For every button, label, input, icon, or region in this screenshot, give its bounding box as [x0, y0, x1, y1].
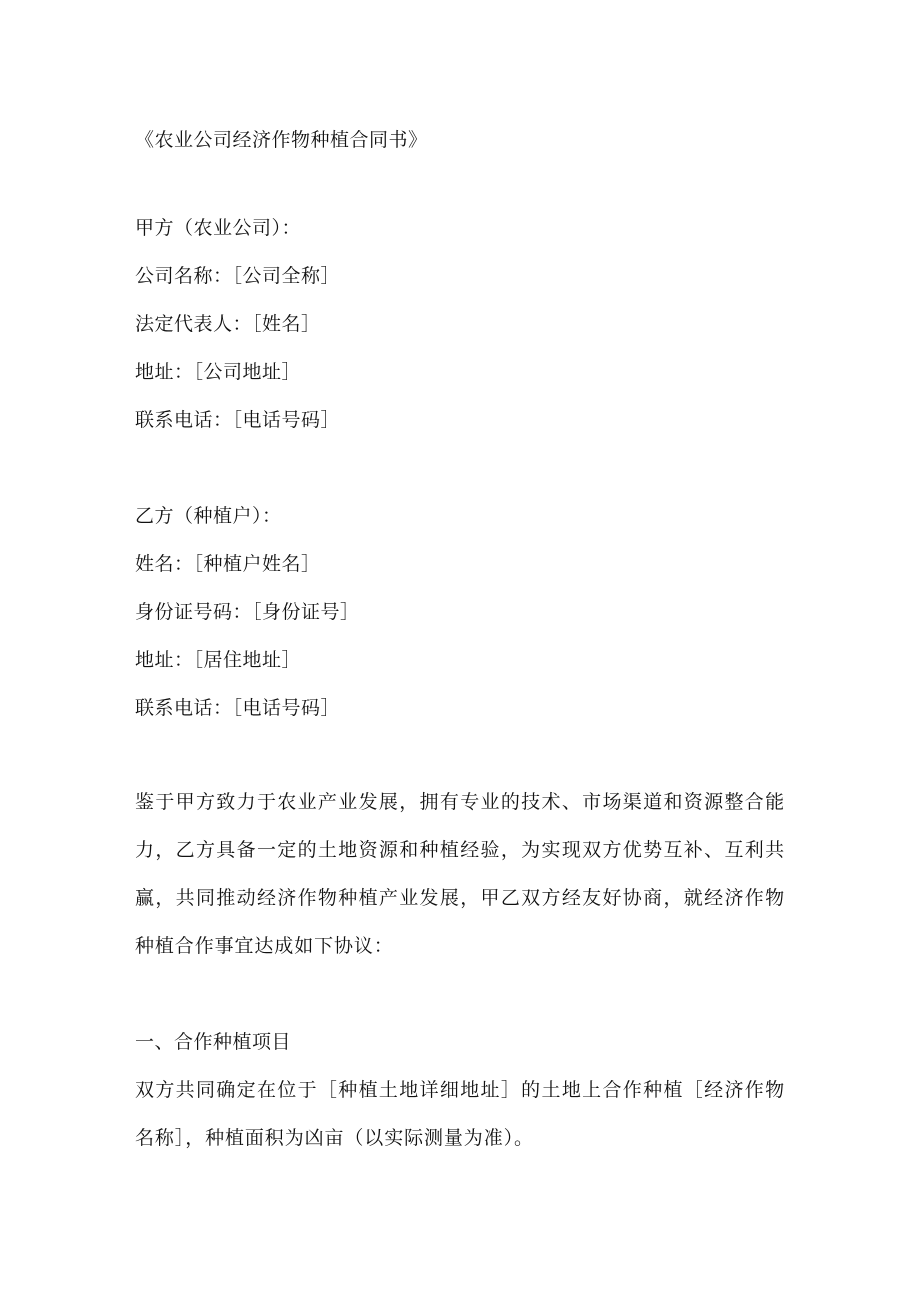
party-a-address: 地址：［公司地址］	[135, 361, 302, 383]
party-b-id-number: 身份证号码：［身份证号］	[135, 601, 360, 623]
party-b-address: 地址：［居住地址］	[135, 649, 302, 671]
party-a-company-name: 公司名称：［公司全称］	[135, 265, 341, 287]
section-1-body: 双方共同确定在位于［种植土地详细地址］的土地上合作种植［经济作物名称］，种植面积为凶亩（以实际测量为准）。	[135, 1079, 785, 1149]
party-b-phone: 联系电话：［电话号码］	[135, 697, 341, 719]
document-title: 《农业公司经济作物种植合同书》	[135, 129, 428, 151]
preamble-paragraph: 鉴于甲方致力于农业产业发展，拥有专业的技术、市场渠道和资源整合能力，乙方具备一定的土地资源和种植经验，为实现双方优势互补、互利共赢，共同推动经济作物种植产业发展，甲乙双方经友好协商，就经济作物种植合作事宜达成如下协议：	[135, 791, 785, 957]
section-1-heading: 一、合作种植项目	[135, 1031, 292, 1053]
party-a-legal-rep: 法定代表人：［姓名］	[135, 313, 321, 335]
party-a-phone: 联系电话：［电话号码］	[135, 409, 341, 431]
party-b-name: 姓名：［种植户姓名］	[135, 553, 321, 575]
party-a-heading: 甲方（农业公司）：	[135, 217, 302, 239]
party-b-heading: 乙方（种植户）：	[135, 505, 282, 527]
